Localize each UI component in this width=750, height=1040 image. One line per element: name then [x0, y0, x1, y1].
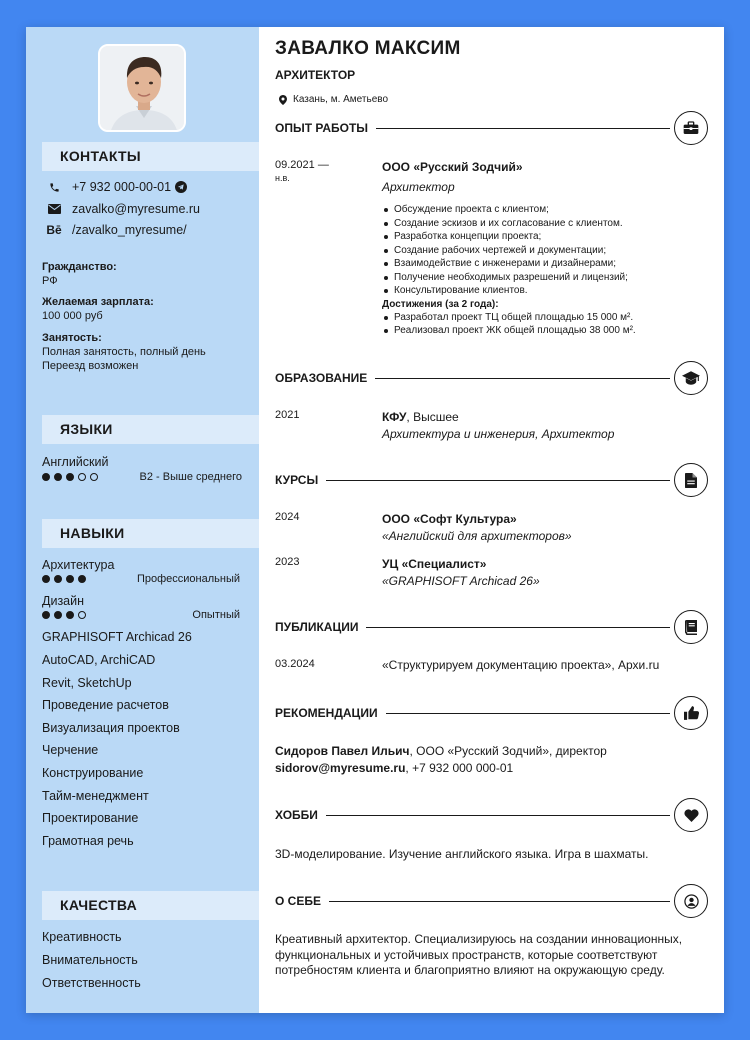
quality-item: Внимательность: [42, 953, 138, 967]
course-org: УЦ «Специалист»: [382, 557, 487, 571]
rating-dot-empty: [78, 611, 86, 619]
rating-dot-filled: [66, 611, 74, 619]
user-circle-icon: [674, 884, 708, 918]
divider-line: [376, 128, 670, 129]
envelope-icon: [46, 204, 62, 214]
recommendations-heading: [275, 696, 708, 730]
list-item: Взаимодействие с инженерами и дизайнерами;: [382, 257, 712, 271]
list-item: Создание эскизов и их согласование с клиентом.: [382, 217, 712, 231]
email-text[interactable]: zavalko@myresume.ru: [72, 202, 201, 216]
skill-item: GRAPHISOFT Archicad 26: [42, 630, 192, 644]
skill-item: Конструирование: [42, 766, 144, 780]
skills-heading: НАВЫКИ: [42, 519, 259, 548]
hobby-text: 3D-моделирование. Изучение английского языка. Игра в шахматы.: [275, 847, 649, 861]
education-year: 2021: [275, 409, 300, 421]
education-details: [382, 410, 712, 441]
phone-text[interactable]: +7 932 000-00-01: [72, 180, 172, 194]
contacts-heading: КОНТАКТЫ: [42, 142, 259, 171]
resume-sheet: [26, 27, 724, 1013]
email-contact: [46, 202, 200, 216]
document-icon: [674, 463, 708, 497]
education-heading: [275, 361, 708, 395]
list-item: Создание рабочих чертежей и документации;: [382, 244, 712, 258]
citizenship-value: РФ: [42, 275, 58, 287]
rating-dot-filled: [42, 611, 50, 619]
employment-value-1: Полная занятость, полный день: [42, 346, 206, 358]
recommendation-text: [275, 744, 709, 776]
skill-rating: [42, 611, 86, 619]
person-role: АРХИТЕКТОР: [275, 68, 356, 82]
salary-value: 100 000 руб: [42, 310, 103, 322]
languages-heading: ЯЗЫКИ: [42, 415, 259, 444]
book-icon: [674, 610, 708, 644]
about-heading: [275, 884, 708, 918]
degree: , Высшее: [406, 410, 459, 424]
phone-icon: [46, 182, 62, 193]
skill-item: AutoCAD, ArchiCAD: [42, 653, 156, 667]
skill-rated-item: [42, 558, 240, 585]
quality-item: Креативность: [42, 930, 122, 944]
skill-rating: [42, 575, 86, 583]
location-text: Казань, м. Аметьево: [293, 94, 389, 105]
recommender-details: , ООО «Русский Зодчий», директор: [409, 744, 607, 758]
skill-level: Опытный: [192, 609, 240, 621]
skill-level: Профессиональный: [136, 573, 240, 585]
about-title: О СЕБЕ: [275, 894, 321, 908]
courses-title: КУРСЫ: [275, 473, 319, 487]
list-item: Разработал проект ТЦ общей площадью 15 000 м².: [382, 311, 712, 325]
divider-line: [386, 713, 670, 714]
person-name: ЗАВАЛКО МАКСИМ: [275, 38, 461, 59]
divider-line: [326, 815, 670, 816]
employment-info: [42, 331, 206, 373]
company-name: ООО «Русский Зодчий»: [382, 160, 523, 174]
publication-date: 03.2024: [275, 658, 315, 670]
about-text: Креативный архитектор. Специализируюсь на создании инновационных, функциональных и устойчивых пространств, которые соответствуют потребностям клиента и благоприятно влияют на окружающую среду.: [275, 932, 683, 977]
briefcase-icon: [674, 111, 708, 145]
recommender-email[interactable]: sidorov@myresume.ru: [275, 760, 406, 775]
skill-rated-item: [42, 594, 240, 621]
course-year: 2023: [275, 556, 300, 568]
skill-item: Проектирование: [42, 811, 139, 825]
divider-line: [375, 378, 670, 379]
salary-label: Желаемая зарплата:: [42, 296, 154, 308]
experience-date-start: 09.2021 —: [275, 159, 329, 171]
graduation-cap-icon: [674, 361, 708, 395]
behance-text[interactable]: /zavalko_myresume/: [72, 223, 187, 237]
behance-contact: [46, 223, 187, 237]
experience-details: [382, 160, 712, 338]
experience-date-end: н.в.: [275, 173, 290, 183]
rating-dot-filled: [66, 575, 74, 583]
course-name: «GRAPHISOFT Archicad 26»: [382, 574, 540, 588]
language-rating: [42, 473, 98, 481]
course-year: 2024: [275, 511, 300, 523]
salary-info: [42, 295, 154, 323]
skill-name: Архитектура: [42, 558, 115, 572]
skill-name: Дизайн: [42, 594, 85, 608]
quality-item: Ответственность: [42, 976, 141, 990]
thumbs-up-icon: [674, 696, 708, 730]
profile-photo: [98, 44, 186, 132]
courses-heading: [275, 463, 708, 497]
duties-list: [382, 203, 712, 298]
education-title: ОБРАЗОВАНИЕ: [275, 371, 368, 385]
experience-dates: [275, 159, 329, 185]
experience-heading: [275, 111, 708, 145]
list-item: Обсуждение проекта с клиентом;: [382, 203, 712, 217]
achievements-list: [382, 311, 712, 338]
publication-title: «Структурируем документацию проекта», Архи.ru: [382, 658, 660, 672]
list-item: Реализовал проект ЖК общей площадью 38 000 м².: [382, 324, 712, 338]
rating-dot-filled: [54, 473, 62, 481]
skill-item: Грамотная речь: [42, 834, 134, 848]
sidebar: [26, 27, 259, 1013]
hobby-title: ХОББИ: [275, 808, 318, 822]
rating-dot-filled: [54, 611, 62, 619]
language-name: Английский: [42, 455, 109, 469]
publications-heading: [275, 610, 708, 644]
location-pin-icon: [279, 95, 287, 105]
skill-item: Тайм-менеджмент: [42, 789, 149, 803]
list-item: Консультирование клиентов.: [382, 284, 712, 298]
rating-dot-filled: [42, 575, 50, 583]
heart-icon: [674, 798, 708, 832]
location: [279, 94, 388, 105]
language-level: B2 - Выше среднего: [139, 471, 242, 483]
telegram-icon[interactable]: [175, 181, 187, 193]
education-field: Архитектура и инженерия, Архитектор: [382, 427, 615, 441]
rating-dot-filled: [78, 575, 86, 583]
rating-dot-empty: [78, 473, 86, 481]
language-item: [42, 455, 242, 483]
citizenship-info: [42, 260, 117, 288]
main-content: [259, 27, 724, 1013]
list-item: Разработка концепции проекта;: [382, 230, 712, 244]
skill-item: Визуализация проектов: [42, 721, 180, 735]
employment-value-2: Переезд возможен: [42, 360, 139, 372]
employment-label: Занятость:: [42, 332, 102, 344]
rating-dot-filled: [54, 575, 62, 583]
recommender-name: Сидоров Павел Ильич: [275, 744, 410, 758]
qualities-heading: КАЧЕСТВА: [42, 891, 259, 920]
divider-line: [329, 901, 670, 902]
rating-dot-filled: [42, 473, 50, 481]
publications-title: ПУБЛИКАЦИИ: [275, 620, 359, 634]
rating-dot-filled: [66, 473, 74, 481]
recommendations-title: РЕКОМЕНДАЦИИ: [275, 706, 378, 720]
divider-line: [366, 627, 670, 628]
skill-item: Проведение расчетов: [42, 698, 169, 712]
hobby-heading: [275, 798, 708, 832]
skill-item: Revit, SketchUp: [42, 676, 132, 690]
achievements-title: Достижения (за 2 года):: [382, 298, 499, 310]
experience-title: ОПЫТ РАБОТЫ: [275, 121, 369, 135]
rating-dot-empty: [90, 473, 98, 481]
school-name: КФУ: [382, 410, 407, 424]
recommender-phone: , +7 932 000 000-01: [405, 760, 514, 775]
course-details: [382, 557, 712, 588]
course-org: ООО «Софт Культура»: [382, 512, 517, 526]
skill-item: Черчение: [42, 743, 99, 757]
divider-line: [326, 480, 670, 481]
phone-contact: [46, 180, 187, 194]
course-name: «Английский для архитекторов»: [382, 529, 572, 543]
list-item: Получение необходимых разрешений и лицензий;: [382, 271, 712, 285]
job-position: Архитектор: [382, 180, 455, 194]
course-details: [382, 512, 712, 543]
citizenship-label: Гражданство:: [42, 261, 117, 273]
behance-icon: Bē: [46, 223, 62, 237]
